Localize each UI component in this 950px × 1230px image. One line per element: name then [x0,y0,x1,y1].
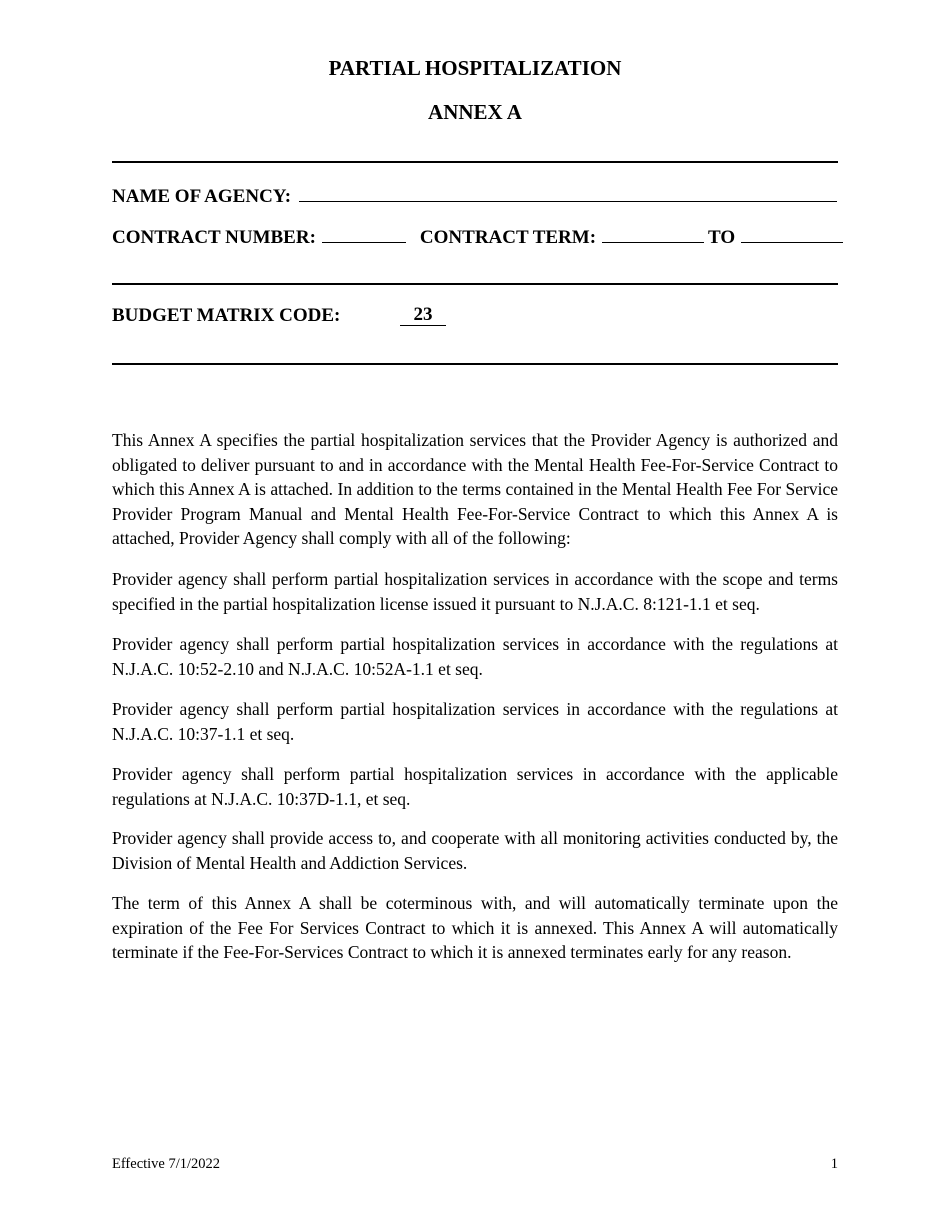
divider-bottom [112,363,838,365]
paragraph-license-scope: Provider agency shall perform partial hospitalization services in accordance with the scope and terms specified in the partial hospitalization license issued it pursuant to N.J.A.C. 8:121-1.1 et seq. [112,569,838,614]
paragraph-term: The term of this Annex A shall be coterminous with, and will automatically terminate upon the expiration of the Fee For Services Contract to which it is annexed. This Annex A will automatically terminate if the Fee-For-Services Contract to which it is annexed terminates early for any reason. [112,893,838,963]
footer-effective-date: Effective 7/1/2022 [112,1156,221,1172]
contract-term-label: CONTRACT TERM: [419,227,597,248]
agency-name-label: NAME OF AGENCY: [112,186,292,207]
contract-number-blank [322,225,406,243]
document-subtitle: ANNEX A [428,100,522,124]
budget-matrix-label: BUDGET MATRIX CODE: [112,305,341,326]
paragraph-intro: This Annex A specifies the partial hospitalization services that the Provider Agency is authorized and obligated to deliver pursuant to and in accordance with the Mental Health Fee-For-Service Contract to which this Annex A is attached. In addition to the terms contained in the Mental Health Fee For Service Provider Program Manual and Mental Health Fee-For-Service Contract to which this Annex A is attached, Provider Agency shall comply with all of the following: [112,430,838,549]
paragraph-regulations-10-37d: Provider agency shall perform partial hospitalization services in accordance with the applicable regulations at N.J.A.C. 10:37D-1.1, et seq. [112,764,838,809]
divider-top [112,161,838,163]
contract-number-label: CONTRACT NUMBER: [112,227,316,248]
contract-term-end-blank [741,225,843,243]
footer-page-number: 1 [830,1156,838,1172]
budget-matrix-value: 23 [400,305,446,326]
agency-name-blank [299,184,837,202]
divider-middle [112,283,838,285]
paragraph-regulations-10-37: Provider agency shall perform partial hospitalization services in accordance with the regulations at N.J.A.C. 10:37-1.1 et seq. [112,699,838,744]
document-title: PARTIAL HOSPITALIZATION [328,56,622,80]
agency-name-row [112,184,837,208]
contract-term-start-blank [602,225,704,243]
contract-term-to-label: TO [708,227,736,248]
paragraph-monitoring: Provider agency shall provide access to, and cooperate with all monitoring activities conducted by, the Division of Mental Health and Addiction Services. [112,828,838,873]
paragraph-regulations-10-52: Provider agency shall perform partial hospitalization services in accordance with the regulations at N.J.A.C. 10:52-2.10 and N.J.A.C. 10:52A-1.1 et seq. [112,634,838,679]
contract-row [112,225,843,249]
